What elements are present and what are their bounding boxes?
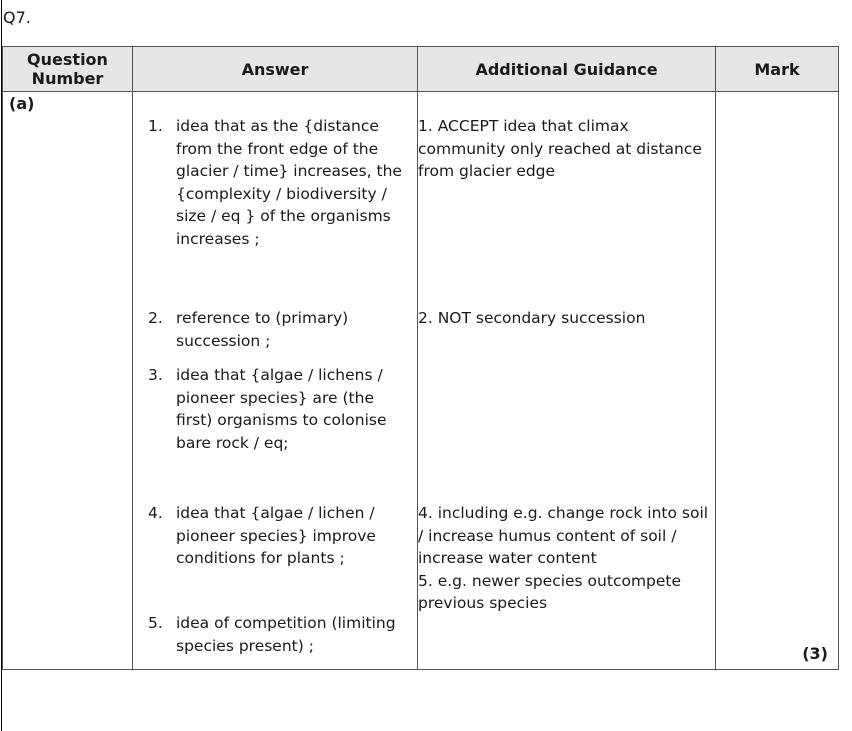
answer-number: 2. (148, 309, 163, 327)
mark-scheme-table (2, 46, 839, 670)
mark-cell (716, 92, 839, 670)
answer-text: idea that {algae / lichen / pioneer species} improve conditions for plants ; (176, 504, 376, 567)
guidance-note-4: 4. including e.g. change rock into soil / increase humus content of soil / increase water content (418, 504, 709, 567)
mark-value: (3) (802, 644, 828, 663)
answer-point-3 (133, 364, 417, 502)
answer-point-4 (133, 502, 417, 612)
guidance-note-5: 5. e.g. newer species outcompete previous species (418, 571, 682, 612)
header-question-number: Question Number (3, 47, 133, 92)
question-label: Q7. (3, 8, 31, 27)
answer-text: idea of competition (limiting species present) ; (176, 614, 396, 655)
header-answer: Answer (133, 47, 418, 92)
table-row (3, 92, 839, 670)
header-additional-guidance: Additional Guidance (418, 47, 716, 92)
question-number-cell (3, 92, 133, 670)
answer-point-5 (133, 612, 417, 669)
answer-point-2 (133, 307, 417, 364)
guidance-cell (418, 92, 716, 670)
answer-text: idea that {algae / lichens / pioneer species} are (the first) organisms to colonise bare rock / eq; (176, 366, 387, 452)
answer-text: idea that as the {distance from the front edge of the glacier / time} increases, the {complexity / biodiversity / size / eq } of the organisms increases ; (176, 117, 402, 248)
guidance-note-2: 2. NOT secondary succession (418, 309, 646, 327)
answer-cell (133, 92, 418, 670)
table-header-row (3, 47, 839, 92)
answer-number: 5. (148, 614, 163, 632)
answer-number: 1. (148, 117, 163, 135)
header-mark: Mark (716, 47, 839, 92)
answer-number: 4. (148, 504, 163, 522)
answer-point-1 (133, 115, 417, 307)
answer-text: reference to (primary) succession ; (176, 309, 349, 350)
question-part-label: (a) (9, 94, 35, 113)
answer-number: 3. (148, 366, 163, 384)
guidance-note-1: 1. ACCEPT idea that climax community only reached at distance from glacier edge (418, 117, 702, 180)
